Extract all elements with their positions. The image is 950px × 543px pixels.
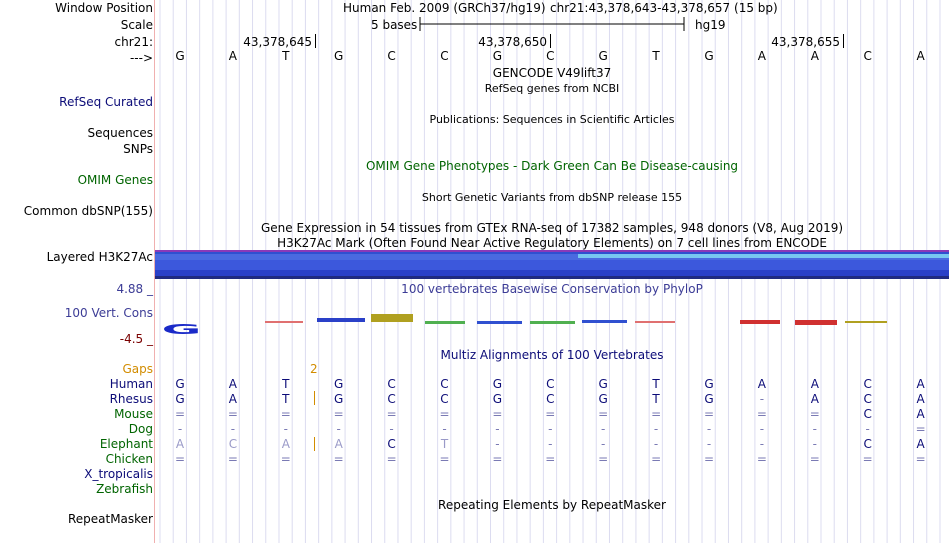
sequence-base: G <box>704 49 714 63</box>
alignment-base: = <box>333 452 344 466</box>
alignment-base: = <box>651 407 662 421</box>
alignment-base: - <box>177 422 183 436</box>
vert-cons-label[interactable]: 100 Vert. Cons <box>64 306 153 320</box>
alignment-base: G <box>598 392 608 406</box>
alignment-base: T <box>652 392 660 406</box>
alignment-base: A <box>810 392 819 406</box>
alignment-base: = <box>280 407 291 421</box>
alignment-base: = <box>439 452 450 466</box>
repeatmasker-label[interactable]: RepeatMasker <box>67 512 153 526</box>
alignment-base: = <box>386 407 397 421</box>
alignment-base: - <box>389 422 394 436</box>
alignment-base: - <box>230 422 236 436</box>
alignment-base: G <box>704 377 714 391</box>
ruler-tick-label: 43,378,645 <box>243 35 312 49</box>
alignment-base: A <box>810 377 819 391</box>
alignment-base: = <box>227 452 238 466</box>
strand-arrow-label: ---> <box>129 51 153 65</box>
alignment-base: = <box>280 452 291 466</box>
alignment-base: G <box>492 377 503 391</box>
alignment-base: T <box>652 377 660 391</box>
species-label-x_tropicalis[interactable]: X_tropicalis <box>84 467 153 481</box>
h3k27ac-light-layer[interactable] <box>578 254 949 258</box>
scale-label: Scale <box>120 18 153 32</box>
alignment-base: - <box>759 422 765 436</box>
species-label-elephant[interactable]: Elephant <box>99 437 153 451</box>
window-position-label: Window Position <box>55 1 153 15</box>
alignment-base: = <box>862 452 873 466</box>
alignment-base: C <box>546 392 555 406</box>
sequence-base: A <box>810 49 819 63</box>
ruler-tick-mark <box>550 34 551 48</box>
alignment-base: - <box>283 422 288 436</box>
species-label-dog[interactable]: Dog <box>128 422 153 436</box>
alignment-base: A <box>281 437 290 451</box>
alignment-base: - <box>601 437 606 451</box>
alignment-base: - <box>812 437 817 451</box>
alignment-base: - <box>653 422 659 436</box>
species-label-rhesus[interactable]: Rhesus <box>109 392 153 406</box>
alignment-base: = <box>598 452 609 466</box>
alignment-base: C <box>387 392 396 406</box>
alignment-base: G <box>598 377 608 391</box>
gap-count-marker: 2 <box>310 362 318 376</box>
alignment-base: C <box>440 392 449 406</box>
alignment-base: C <box>863 407 872 421</box>
sequences-label[interactable]: Sequences <box>87 126 153 140</box>
phylop-logo-plot[interactable] <box>155 308 950 338</box>
refseq-track-title[interactable]: RefSeq genes from NCBI <box>484 82 620 95</box>
alignment-base: - <box>653 437 659 451</box>
alignment-base: - <box>548 437 553 451</box>
chrom-label: chr21: <box>114 35 153 49</box>
alignment-base: - <box>548 422 553 436</box>
sequence-base: A <box>228 49 237 63</box>
elephant-insertion-marker <box>314 437 315 451</box>
sequence-base: C <box>387 49 396 63</box>
alignment-base: A <box>757 377 766 391</box>
alignment-base: G <box>334 392 344 406</box>
alignment-base: C <box>863 437 872 451</box>
dbsnp-track-title[interactable]: Short Genetic Variants from dbSNP release 155 <box>421 191 683 204</box>
alignment-base: - <box>336 422 341 436</box>
sequence-base: T <box>652 49 660 63</box>
alignment-base: A <box>228 377 237 391</box>
alignment-base: = <box>598 407 609 421</box>
alignment-base: = <box>809 452 820 466</box>
alignment-base: A <box>334 437 343 451</box>
alignment-base: G <box>334 377 344 391</box>
alignment-base: - <box>759 437 765 451</box>
alignment-base: = <box>174 407 186 421</box>
alignment-base: = <box>809 407 820 421</box>
alignment-base: T <box>282 377 290 391</box>
alignment-base: = <box>703 452 715 466</box>
alignment-base: A <box>228 392 237 406</box>
alignment-base: = <box>227 407 238 421</box>
alignment-base: = <box>756 452 767 466</box>
alignment-base: A <box>916 437 925 451</box>
alignment-base: = <box>545 452 556 466</box>
h3k27ac-layer-5[interactable] <box>155 276 949 279</box>
sequence-base: C <box>863 49 872 63</box>
phylop-max-label: 4.88 _ <box>116 282 153 296</box>
alignment-base: = <box>174 452 186 466</box>
alignment-base: C <box>387 377 396 391</box>
alignment-base: - <box>759 392 765 406</box>
alignment-base: C <box>387 437 396 451</box>
phylop-track-title[interactable]: 100 vertebrates Basewise Conservation by PhyloP <box>401 282 703 296</box>
alignment-base: C <box>863 377 872 391</box>
alignment-base: - <box>442 422 447 436</box>
sequence-base: G <box>175 49 185 63</box>
alignment-base: = <box>492 452 503 466</box>
multiz-track-title[interactable]: Multiz Alignments of 100 Vertebrates <box>440 348 664 362</box>
species-label-human[interactable]: Human <box>109 377 153 391</box>
sequence-base: G <box>334 49 344 63</box>
alignment-base: G <box>704 392 714 406</box>
alignment-base: = <box>386 452 397 466</box>
ruler-tick-mark <box>843 34 844 48</box>
alignment-base: A <box>916 392 925 406</box>
window-position: chr21:43,378,643-43,378,657 (15 bp) <box>550 1 778 15</box>
alignment-base: A <box>916 377 925 391</box>
species-label-chicken[interactable]: Chicken <box>105 452 153 466</box>
omim-genes-label[interactable]: OMIM Genes <box>77 173 153 187</box>
alignment-base: G <box>175 377 185 391</box>
alignment-base: G <box>175 392 185 406</box>
ruler-tick-label: 43,378,650 <box>478 35 547 49</box>
publications-track-title[interactable]: Publications: Sequences in Scientific Articles <box>429 113 675 126</box>
h3k27ac-layer-3[interactable] <box>155 260 949 270</box>
alignment-base: = <box>439 407 450 421</box>
alignment-base: - <box>812 422 817 436</box>
ruler-tick-mark <box>315 34 316 48</box>
snps-label[interactable]: SNPs <box>123 142 153 156</box>
layered-h3k27ac-label[interactable]: Layered H3K27Ac <box>46 250 153 264</box>
ruler-tick-label: 43,378,655 <box>771 35 840 49</box>
sequence-base: C <box>546 49 555 63</box>
omim-track-title[interactable]: OMIM Gene Phenotypes - Dark Green Can Be Disease-causing <box>365 159 739 173</box>
rhesus-insertion-marker <box>314 391 315 405</box>
species-label-zebrafish[interactable]: Zebrafish <box>96 482 153 496</box>
sequence-base: A <box>916 49 925 63</box>
sequence-base: G <box>492 49 503 63</box>
sequence-base: C <box>440 49 449 63</box>
alignment-base: = <box>756 407 767 421</box>
alignment-base: A <box>175 437 185 451</box>
sequence-base: G <box>598 49 608 63</box>
alignment-base: = <box>915 422 926 436</box>
alignment-base: - <box>601 422 606 436</box>
alignment-base: = <box>703 407 715 421</box>
alignment-base: G <box>492 392 503 406</box>
gaps-label: Gaps <box>122 362 153 376</box>
phylop-min-label: -4.5 _ <box>119 332 153 346</box>
h3k27ac-track-title[interactable]: H3K27Ac Mark (Often Found Near Active Regulatory Elements) on 7 cell lines from ENCODE <box>277 236 827 250</box>
alignment-base: - <box>495 422 500 436</box>
alignment-base: = <box>651 452 662 466</box>
alignment-base: - <box>865 422 870 436</box>
sequence-base: T <box>282 49 290 63</box>
alignment-base: T <box>440 437 449 451</box>
alignment-base: = <box>492 407 503 421</box>
scale-text: 5 bases <box>371 18 418 32</box>
alignment-base: A <box>916 407 925 421</box>
alignment-base: C <box>863 392 872 406</box>
alignment-base: = <box>545 407 556 421</box>
repeatmasker-track-title[interactable]: Repeating Elements by RepeatMasker <box>438 498 666 512</box>
sequence-base: A <box>757 49 766 63</box>
alignment-base: = <box>333 407 344 421</box>
scale-bar <box>418 16 688 32</box>
refseq-curated-label[interactable]: RefSeq Curated <box>59 95 153 109</box>
alignment-base: - <box>495 437 500 451</box>
species-label-mouse[interactable]: Mouse <box>114 407 153 421</box>
alignment-base: C <box>546 377 555 391</box>
gtex-track-title[interactable]: Gene Expression in 54 tissues from GTEx RNA-seq of 17382 samples, 948 donors (V8, Aug 2019) <box>260 221 844 235</box>
alignment-base: C <box>440 377 449 391</box>
alignment-base: - <box>706 437 712 451</box>
gencode-track-title[interactable]: GENCODE V49lift37 <box>492 66 612 80</box>
scale-db: hg19 <box>695 18 726 32</box>
alignment-base: = <box>915 452 926 466</box>
alignment-base: T <box>282 392 290 406</box>
svg-text:G: G <box>161 321 202 338</box>
common-dbsnp-label[interactable]: Common dbSNP(155) <box>23 204 153 218</box>
assembly-name: Human Feb. 2009 (GRCh37/hg19) <box>343 1 546 15</box>
alignment-base: C <box>228 437 238 451</box>
alignment-base: - <box>706 422 712 436</box>
